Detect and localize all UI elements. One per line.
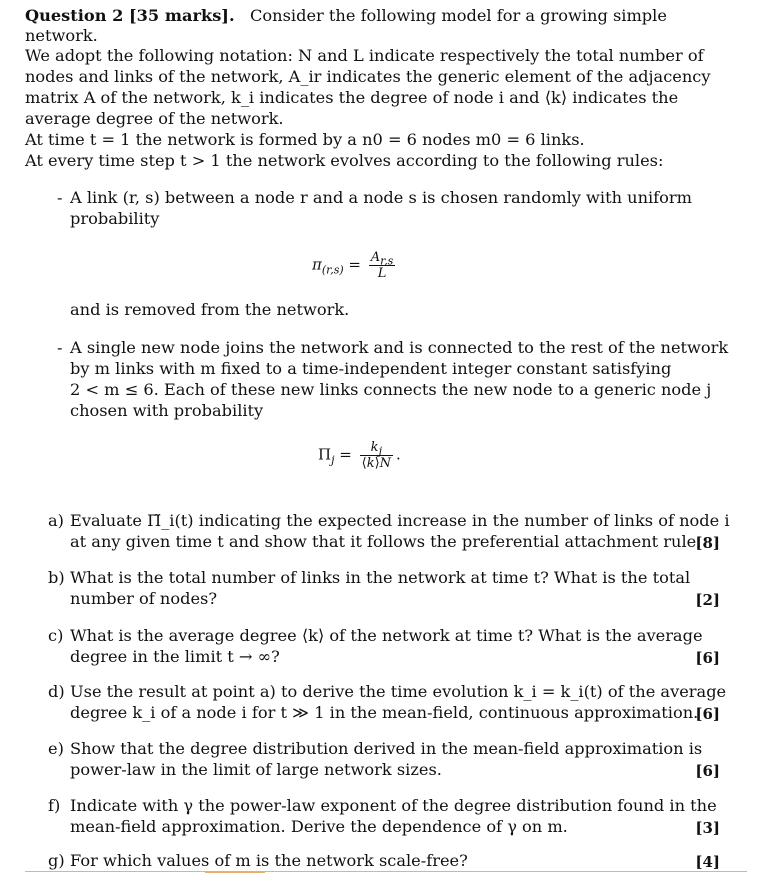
question-heading [25, 6, 667, 26]
intro-line-6: At time t = 1 the network is formed by a n0 = 6 nodes m0 = 6 links. [25, 130, 585, 149]
rule2-bullet: - [57, 338, 63, 357]
equation-attachment: $\Pi_j$ = $\frac{k_j}{⟨k⟩N}$ . [318, 440, 401, 471]
question-text: What is the average degree ⟨k⟩ of the network at time t? What is the average [70, 626, 703, 645]
intro-line-1: network. [25, 26, 98, 45]
rule2-line-3: 2 < m ≤ 6. Each of these new links connects the new node to a generic node j [70, 380, 712, 399]
rule1-bullet: - [57, 188, 63, 207]
question-marks: [6] [695, 649, 720, 667]
question-text: Indicate with γ the power-law exponent of the degree distribution found in the [70, 796, 717, 815]
question-label: g) [48, 851, 65, 870]
question-text: power-law in the limit of large network sizes. [70, 760, 442, 779]
question-text: mean-field approximation. Derive the dependence of γ on m. [70, 817, 568, 836]
question-intro: Consider the following model for a growing simple [250, 6, 667, 25]
rule1-line-1: A link (r, s) between a node r and a node s is chosen randomly with uniform [70, 188, 692, 207]
question-text: degree in the limit t → ∞? [70, 647, 280, 666]
question-label: b) [48, 568, 65, 587]
question-label: a) [48, 511, 64, 530]
equation-link-removal: $\pi_{(r,s)}$ = $\frac{A_{r,s}}{L}$ [312, 250, 394, 281]
rule1-line-2: probability [70, 209, 160, 228]
question-text: Use the result at point a) to derive the time evolution k_i = k_i(t) of the average [70, 682, 727, 701]
question-marks: [2] [695, 591, 720, 609]
rule2-line-2: by m links with m fixed to a time-independent integer constant satisfying [70, 359, 672, 378]
intro-line-4: matrix A of the network, k_i indicates the degree of node i and ⟨k⟩ indicates the [25, 88, 679, 107]
question-marks: [6] [695, 762, 720, 780]
question-title: Question 2 [35 marks]. [25, 6, 235, 25]
question-marks: [8] [695, 534, 720, 552]
question-text: What is the total number of links in the network at time t? What is the total [70, 568, 691, 587]
question-marks: [4] [695, 853, 720, 871]
question-label: e) [48, 739, 64, 758]
question-text: Evaluate Π̃_i(t) indicating the expected increase in the number of links of node i [70, 511, 730, 530]
question-text: For which values of m is the network scale-free? [70, 851, 468, 870]
question-marks: [3] [695, 819, 720, 837]
question-text: number of nodes? [70, 589, 218, 608]
question-label: c) [48, 626, 64, 645]
intro-line-2: We adopt the following notation: N and L indicate respectively the total number of [25, 46, 704, 65]
question-text: at any given time t and show that it follows the preferential attachment rule. [70, 532, 702, 551]
question-text: degree k_i of a node i for t ≫ 1 in the mean-field, continuous approximation. [70, 703, 699, 722]
question-label: f) [48, 796, 61, 815]
intro-line-3: nodes and links of the network, A_ir indicates the generic element of the adjacency [25, 67, 711, 86]
rule2-line-4: chosen with probability [70, 401, 264, 420]
question-marks: [6] [695, 705, 720, 723]
intro-line-7: At every time step t > 1 the network evolves according to the following rules: [25, 151, 664, 170]
intro-line-5: average degree of the network. [25, 109, 284, 128]
question-text: Show that the degree distribution derived in the mean-field approximation is [70, 739, 703, 758]
question-label: d) [48, 682, 65, 701]
rule2-line-1: A single new node joins the network and is connected to the rest of the network [70, 338, 729, 357]
page-bottom-rule [25, 871, 747, 872]
rule1-after: and is removed from the network. [70, 300, 350, 319]
